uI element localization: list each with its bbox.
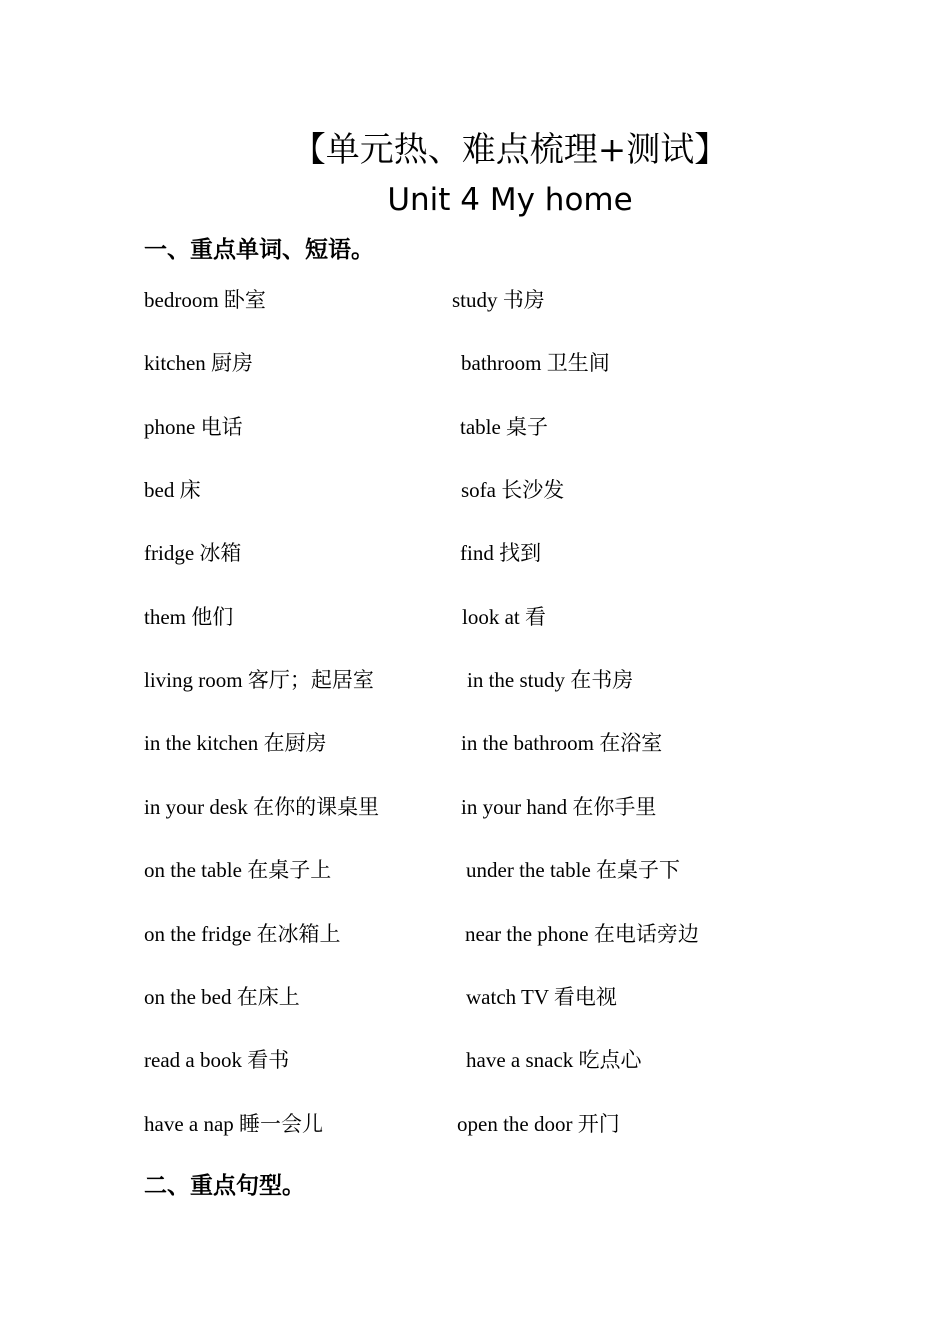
vocab-entry-left: in your desk 在你的课桌里 [144,795,380,819]
vocab-entry-left: in the kitchen 在厨房 [144,731,327,755]
vocab-entry-right: table 桌子 [460,415,549,439]
vocab-entry-left: have a nap 睡一会儿 [144,1112,324,1136]
vocab-entry-right: in the study 在书房 [467,668,634,692]
section-heading-vocabulary: 一、重点单词、短语。 [144,237,374,263]
vocab-entry-left: living room 客厅；起居室 [144,668,374,692]
vocab-entry-left: read a book 看书 [144,1048,290,1072]
document-title: 【单元热、难点梳理+测试】 [291,130,729,170]
vocab-row [0,791,950,823]
vocab-entry-right: study 书房 [452,288,545,312]
vocab-entry-left: on the bed 在床上 [144,985,300,1009]
vocab-entry-left: bedroom 卧室 [144,288,266,312]
vocab-row [0,1108,950,1140]
vocab-row [0,474,950,506]
vocab-entry-right: near the phone 在电话旁边 [465,922,699,946]
unit-subtitle: Unit 4 My home [387,182,633,218]
vocab-row [0,918,950,950]
vocab-entry-left: on the table 在桌子上 [144,858,332,882]
vocab-entry-right: in the bathroom 在浴室 [461,731,663,755]
vocab-entry-right: look at 看 [462,605,546,629]
vocab-entry-left: on the fridge 在冰箱上 [144,922,341,946]
vocab-entry-right: bathroom 卫生间 [461,351,610,375]
vocab-entry-right: open the door 开门 [457,1112,620,1136]
vocab-entry-right: sofa 长沙发 [461,478,565,502]
vocab-row [0,981,950,1013]
vocab-row [0,854,950,886]
vocab-entry-left: bed 床 [144,478,201,502]
vocab-row [0,537,950,569]
vocab-row [0,601,950,633]
vocab-row [0,284,950,316]
vocab-entry-left: kitchen 厨房 [144,351,254,375]
section-heading-sentences: 二、重点句型。 [144,1173,305,1199]
vocab-row [0,1044,950,1076]
vocab-entry-right: under the table 在桌子下 [466,858,681,882]
vocab-entry-right: have a snack 吃点心 [466,1048,642,1072]
vocab-row [0,411,950,443]
vocab-entry-right: watch TV 看电视 [466,985,617,1009]
vocab-entry-left: fridge 冰箱 [144,541,242,565]
vocab-row [0,727,950,759]
vocab-row [0,664,950,696]
vocab-entry-left: them 他们 [144,605,234,629]
vocab-entry-right: find 找到 [460,541,542,565]
vocab-row [0,347,950,379]
vocab-entry-left: phone 电话 [144,415,243,439]
vocab-entry-right: in your hand 在你手里 [461,795,657,819]
